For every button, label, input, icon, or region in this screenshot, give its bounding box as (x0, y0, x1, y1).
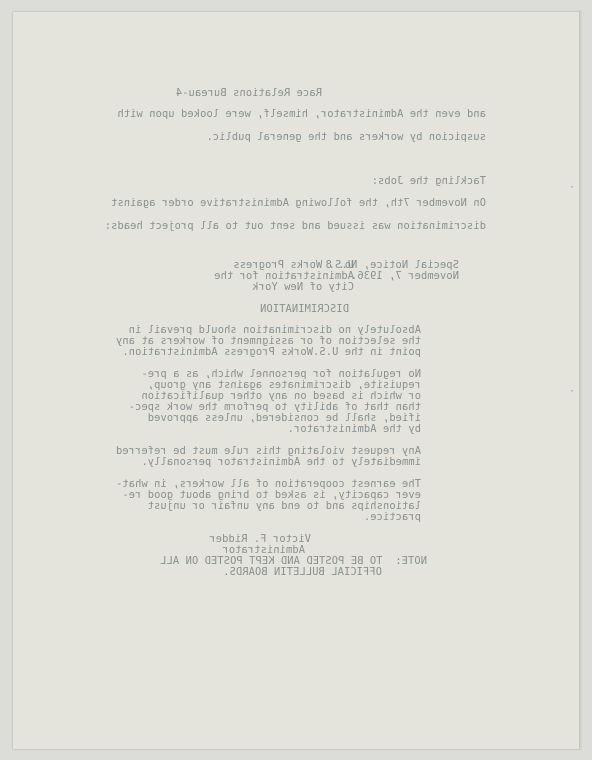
paragraph-2-line-3: or which is based on any other qualification (141, 390, 421, 402)
paragraph-3-line-1: Any request violating this rule must be referred (115, 445, 421, 457)
section-line-2: discrimination was issued and sent out to all project heads: (104, 220, 486, 232)
signature-title: Administrator (222, 544, 305, 556)
paragraph-4-line-3: lationships and to end any unfair or unjust (147, 500, 421, 512)
paragraph-1-line-1: Absolutely no discrimination should prevail in (128, 324, 421, 336)
document-page (13, 12, 579, 749)
paragraph-1-line-2: the selection of or assignment of workers at any (115, 335, 421, 347)
paragraph-2-line-1: No regulation for personnel which, as a pre- (141, 368, 421, 380)
intro-line-1: and even the Administrator, himself, were looked upon with (117, 108, 486, 120)
mirrored-typewritten-text (13, 12, 579, 749)
paragraph-1-line-3: point in the U.S.Works Progress Administration. (122, 346, 421, 358)
notice-header-right-2: November 7, 1936. (350, 270, 459, 282)
page-header: Race Relations Bureau-4 (175, 87, 322, 99)
paragraph-2-line-6: by the Administrator. (287, 423, 421, 435)
note-line-2: OFFICIAL BULLETIN BOARDS. (223, 566, 382, 578)
paragraph-3-line-2: immediately to the Administrator personally. (141, 456, 421, 468)
intro-line-2: suspicion by workers and the general public. (206, 131, 486, 143)
section-heading: Tackling the Jobs: (371, 175, 486, 187)
paragraph-4-line-2: ever capacity, is asked to bring about good re- (122, 489, 421, 501)
notice-title: DISCRIMINATION (260, 303, 349, 315)
paragraph-2-line-4: than that of ability to perform the work spec- (128, 401, 421, 413)
margin-mark: · (569, 182, 576, 193)
notice-header-left-1: U.S. Works Progress (233, 259, 354, 271)
section-line-1: On November 7th, the following Administrative order against (111, 197, 486, 209)
margin-mark: · (569, 386, 576, 397)
paragraph-2-line-2: requisite, discriminates against any group, (147, 379, 421, 391)
signature-name: Victor F. Ridder (209, 533, 311, 545)
notice-header-left-3: City of New York (252, 281, 354, 293)
paragraph-4-line-1: The earnest cooperation of all workers, in what- (115, 478, 421, 490)
paragraph-4-line-4: practice. (363, 511, 421, 523)
notice-header-left-2: Administration for the (214, 270, 354, 282)
note-line-1: NOTE: TO BE POSTED AND KEPT POSTED ON ALL (160, 555, 427, 567)
notice-header-right-1: Special Notice, No. 8 (325, 259, 459, 271)
paragraph-2-line-5: ified, shall be considered, unless approved (147, 412, 421, 424)
